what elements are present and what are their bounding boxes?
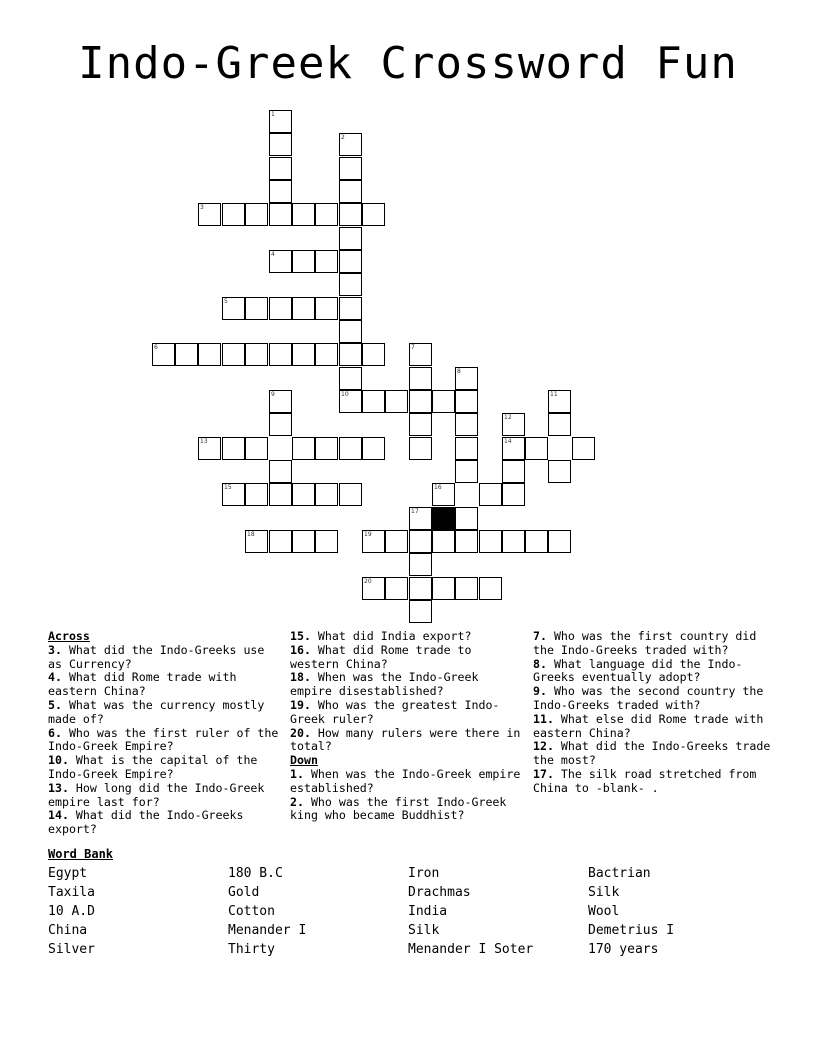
word-bank-item: Thirty bbox=[228, 942, 275, 957]
grid-cell[interactable] bbox=[315, 530, 338, 553]
clue-text: When was the Indo-Greek empire established? bbox=[290, 766, 521, 795]
grid-cell[interactable] bbox=[409, 390, 432, 413]
clue-number-label: 1. bbox=[290, 766, 304, 781]
grid-cell[interactable] bbox=[572, 437, 595, 460]
clue-text: What else did Rome trade with eastern China? bbox=[533, 711, 764, 740]
word-bank-item: Silk bbox=[588, 885, 620, 900]
grid-cell[interactable] bbox=[385, 390, 408, 413]
grid-cell[interactable] bbox=[362, 437, 385, 460]
grid-cell[interactable] bbox=[269, 530, 292, 553]
grid-cell[interactable] bbox=[245, 483, 268, 506]
grid-cell[interactable] bbox=[455, 530, 478, 553]
grid-cell[interactable] bbox=[292, 250, 315, 273]
word-bank-item: Cotton bbox=[228, 904, 275, 919]
word-bank-item: China bbox=[48, 923, 88, 938]
word-bank-item: Demetrius I bbox=[588, 923, 675, 938]
grid-cell[interactable] bbox=[339, 180, 362, 203]
clue bbox=[533, 713, 773, 741]
clue-number-label: 3. bbox=[48, 642, 62, 657]
grid-cell[interactable] bbox=[222, 437, 245, 460]
grid-cell[interactable] bbox=[269, 297, 292, 320]
clues-column-3 bbox=[533, 630, 773, 796]
clue bbox=[290, 727, 526, 755]
grid-cell[interactable] bbox=[432, 530, 455, 553]
word-bank-item: Taxila bbox=[48, 885, 95, 900]
clue-number-label: 19. bbox=[290, 697, 311, 712]
grid-cell[interactable] bbox=[292, 203, 315, 226]
clue bbox=[290, 644, 526, 672]
clue-number-label: 14. bbox=[48, 808, 69, 823]
clue bbox=[290, 699, 526, 727]
grid-cell[interactable] bbox=[385, 577, 408, 600]
grid-cell[interactable] bbox=[315, 437, 338, 460]
grid-cell[interactable] bbox=[245, 297, 268, 320]
grid-cell[interactable] bbox=[269, 180, 292, 203]
clue-number: 2 bbox=[341, 134, 345, 141]
grid-cell[interactable] bbox=[502, 483, 525, 506]
clue-text: How many rulers were there in total? bbox=[290, 725, 521, 754]
grid-cell[interactable] bbox=[198, 343, 221, 366]
grid-cell[interactable] bbox=[479, 483, 502, 506]
clue-number: 1 bbox=[271, 111, 275, 118]
clue-text: What is the capital of the Indo-Greek Empire? bbox=[48, 753, 258, 781]
grid-cell[interactable] bbox=[222, 343, 245, 366]
clue-number: 20 bbox=[364, 578, 372, 585]
clue bbox=[48, 809, 284, 837]
clue-number: 16 bbox=[434, 484, 442, 491]
clue-number-label: 5. bbox=[48, 697, 62, 712]
grid-cell[interactable] bbox=[292, 297, 315, 320]
grid-cell[interactable] bbox=[409, 553, 432, 576]
clue-number-label: 13. bbox=[48, 780, 69, 795]
clue bbox=[48, 699, 284, 727]
grid-cell[interactable] bbox=[292, 437, 315, 460]
word-bank-item: Bactrian bbox=[588, 866, 651, 881]
grid-cell[interactable] bbox=[292, 530, 315, 553]
clue bbox=[48, 671, 284, 699]
grid-cell[interactable] bbox=[269, 343, 292, 366]
word-bank-item: 180 B.C bbox=[228, 866, 283, 881]
clue-number-label: 18. bbox=[290, 670, 311, 685]
word-bank-item: India bbox=[408, 904, 448, 919]
clue-number: 7 bbox=[411, 344, 415, 351]
clue-number-label: 12. bbox=[533, 739, 554, 754]
clue bbox=[48, 782, 284, 810]
clue-text: What language did the Indo-Greeks eventually adopt? bbox=[533, 656, 743, 685]
clue bbox=[290, 796, 526, 824]
grid-cell[interactable] bbox=[339, 320, 362, 343]
grid-cell[interactable] bbox=[292, 343, 315, 366]
grid-cell[interactable] bbox=[339, 203, 362, 226]
grid-cell[interactable] bbox=[175, 343, 198, 366]
clue-number-label: 15. bbox=[290, 629, 311, 643]
grid-cell[interactable] bbox=[292, 483, 315, 506]
clue-text: What was the currency mostly made of? bbox=[48, 697, 265, 726]
grid-cell[interactable] bbox=[315, 343, 338, 366]
grid-cell[interactable] bbox=[409, 367, 432, 390]
grid-cell[interactable] bbox=[362, 203, 385, 226]
grid-cell[interactable] bbox=[455, 577, 478, 600]
grid-cell[interactable] bbox=[339, 227, 362, 250]
clue-number-label: 11. bbox=[533, 711, 554, 726]
clue-number-label: 8. bbox=[533, 656, 547, 671]
word-bank-item: Silver bbox=[48, 942, 95, 957]
word-bank-item: Egypt bbox=[48, 866, 88, 881]
clue-number-label: 20. bbox=[290, 725, 311, 740]
clue-number: 17 bbox=[411, 508, 419, 515]
clue-number-label: 16. bbox=[290, 642, 311, 657]
clue-number-label: 4. bbox=[48, 670, 62, 685]
grid-cell[interactable] bbox=[409, 413, 432, 436]
word-bank-item: Drachmas bbox=[408, 885, 471, 900]
grid-cell[interactable] bbox=[222, 203, 245, 226]
clue-number: 14 bbox=[504, 438, 512, 445]
clue-number: 4 bbox=[271, 251, 275, 258]
grid-cell[interactable] bbox=[409, 437, 432, 460]
down-heading: Down bbox=[290, 753, 318, 768]
grid-cell[interactable] bbox=[502, 460, 525, 483]
clue-text: When was the Indo-Greek empire disestablished? bbox=[290, 670, 479, 699]
grid-cell[interactable] bbox=[479, 577, 502, 600]
grid-cell[interactable] bbox=[409, 600, 432, 623]
clue-number: 15 bbox=[224, 484, 232, 491]
clue-number: 10 bbox=[341, 391, 349, 398]
grid-cell[interactable] bbox=[339, 367, 362, 390]
grid-cell[interactable] bbox=[432, 390, 455, 413]
grid-cell[interactable] bbox=[315, 250, 338, 273]
grid-cell[interactable] bbox=[455, 460, 478, 483]
grid-cell[interactable] bbox=[409, 577, 432, 600]
across-heading: Across bbox=[48, 629, 90, 643]
clue bbox=[290, 768, 526, 796]
word-bank-item: Gold bbox=[228, 885, 260, 900]
clue bbox=[533, 685, 773, 713]
grid-cell[interactable] bbox=[269, 157, 292, 180]
grid-cell[interactable] bbox=[548, 413, 571, 436]
clue bbox=[48, 644, 284, 672]
word-bank-item: Wool bbox=[588, 904, 620, 919]
grid-cell[interactable] bbox=[455, 507, 478, 530]
grid-cell[interactable] bbox=[269, 483, 292, 506]
clue-number: 6 bbox=[154, 344, 158, 351]
word-bank-item: Menander I Soter bbox=[408, 942, 534, 957]
clue-text: The silk road stretched from China to -blank- . bbox=[533, 766, 757, 795]
grid-cell[interactable] bbox=[525, 437, 548, 460]
grid-cell[interactable] bbox=[245, 343, 268, 366]
grid-cell[interactable] bbox=[548, 530, 571, 553]
grid-cell[interactable] bbox=[339, 157, 362, 180]
clue-number: 5 bbox=[224, 298, 228, 305]
clue-number-label: 9. bbox=[533, 684, 547, 699]
word-bank-item: 170 years bbox=[588, 942, 659, 957]
clue bbox=[533, 768, 773, 796]
page-title: Indo-Greek Crossword Fun bbox=[78, 38, 738, 89]
grid-cell[interactable] bbox=[315, 203, 338, 226]
word-bank-title: Word Bank bbox=[48, 847, 114, 861]
clue-number-label: 10. bbox=[48, 753, 69, 768]
clue-number: 12 bbox=[504, 414, 512, 421]
clue-number: 9 bbox=[271, 391, 275, 398]
clue-number: 13 bbox=[200, 438, 208, 445]
grid-cell[interactable] bbox=[432, 577, 455, 600]
word-bank-item: 10 A.D bbox=[48, 904, 95, 919]
grid-cell[interactable] bbox=[362, 390, 385, 413]
clue-number-label: 7. bbox=[533, 629, 547, 643]
grid-cell[interactable] bbox=[339, 273, 362, 296]
grid-cell[interactable] bbox=[548, 460, 571, 483]
word-bank-item: Menander I bbox=[228, 923, 307, 938]
grid-cell[interactable] bbox=[339, 297, 362, 320]
grid-cell[interactable] bbox=[269, 203, 292, 226]
clue-number-label: 2. bbox=[290, 794, 304, 809]
grid-cell[interactable] bbox=[315, 483, 338, 506]
clue-text: Who was the first ruler of the Indo-Greek Empire? bbox=[48, 725, 279, 754]
clue-text: What did the Indo-Greeks trade the most? bbox=[533, 739, 771, 768]
grid-cell[interactable] bbox=[409, 530, 432, 553]
clues-column-2 bbox=[290, 630, 526, 823]
clue bbox=[290, 630, 526, 644]
clue bbox=[48, 727, 284, 755]
clue-number: 8 bbox=[457, 368, 461, 375]
black-cell bbox=[432, 507, 455, 530]
grid-cell[interactable] bbox=[339, 437, 362, 460]
clue bbox=[533, 630, 773, 658]
grid-cell[interactable] bbox=[269, 413, 292, 436]
grid-cell[interactable] bbox=[479, 530, 502, 553]
grid-cell[interactable] bbox=[502, 530, 525, 553]
clue-text: Who was the first Indo-Greek king who became Buddhist? bbox=[290, 794, 507, 823]
grid-cell[interactable] bbox=[269, 133, 292, 156]
clue-number-label: 6. bbox=[48, 725, 62, 740]
clue-text: What did the Indo-Greeks use as Currency? bbox=[48, 642, 265, 671]
grid-cell[interactable] bbox=[339, 250, 362, 273]
word-bank-item: Silk bbox=[408, 923, 440, 938]
grid-cell[interactable] bbox=[455, 437, 478, 460]
grid-cell[interactable] bbox=[245, 437, 268, 460]
clue-text: Who was the first country did the Indo-Greeks traded with? bbox=[533, 629, 757, 657]
grid-cell[interactable] bbox=[455, 390, 478, 413]
clue-text: How long did the Indo-Greek empire last for? bbox=[48, 780, 265, 809]
grid-cell[interactable] bbox=[385, 530, 408, 553]
clue-number: 3 bbox=[200, 204, 204, 211]
clue-number: 19 bbox=[364, 531, 372, 538]
grid-cell[interactable] bbox=[269, 460, 292, 483]
grid-cell[interactable] bbox=[339, 343, 362, 366]
clue-number: 11 bbox=[550, 391, 558, 398]
clue-text: What did the Indo-Greeks export? bbox=[48, 808, 244, 837]
grid-cell[interactable] bbox=[362, 343, 385, 366]
grid-cell[interactable] bbox=[339, 483, 362, 506]
grid-cell[interactable] bbox=[525, 530, 548, 553]
clue-number-label: 17. bbox=[533, 766, 554, 781]
clue-text: What did Rome trade with eastern China? bbox=[48, 670, 237, 699]
clue-text: Who was the second country the Indo-Greeks traded with? bbox=[533, 684, 764, 712]
clue bbox=[48, 754, 284, 782]
clue bbox=[533, 658, 773, 686]
clue-text: Who was the greatest Indo-Greek ruler? bbox=[290, 697, 500, 726]
clue-text: What did India export? bbox=[310, 629, 472, 643]
word-bank-item: Iron bbox=[408, 866, 440, 881]
grid-cell[interactable] bbox=[455, 413, 478, 436]
grid-cell[interactable] bbox=[245, 203, 268, 226]
clue bbox=[290, 671, 526, 699]
grid-cell[interactable] bbox=[315, 297, 338, 320]
clue-text: What did Rome trade to western China? bbox=[290, 642, 472, 671]
clue-number: 18 bbox=[247, 531, 255, 538]
clues-column-1 bbox=[48, 630, 284, 837]
clue bbox=[533, 740, 773, 768]
